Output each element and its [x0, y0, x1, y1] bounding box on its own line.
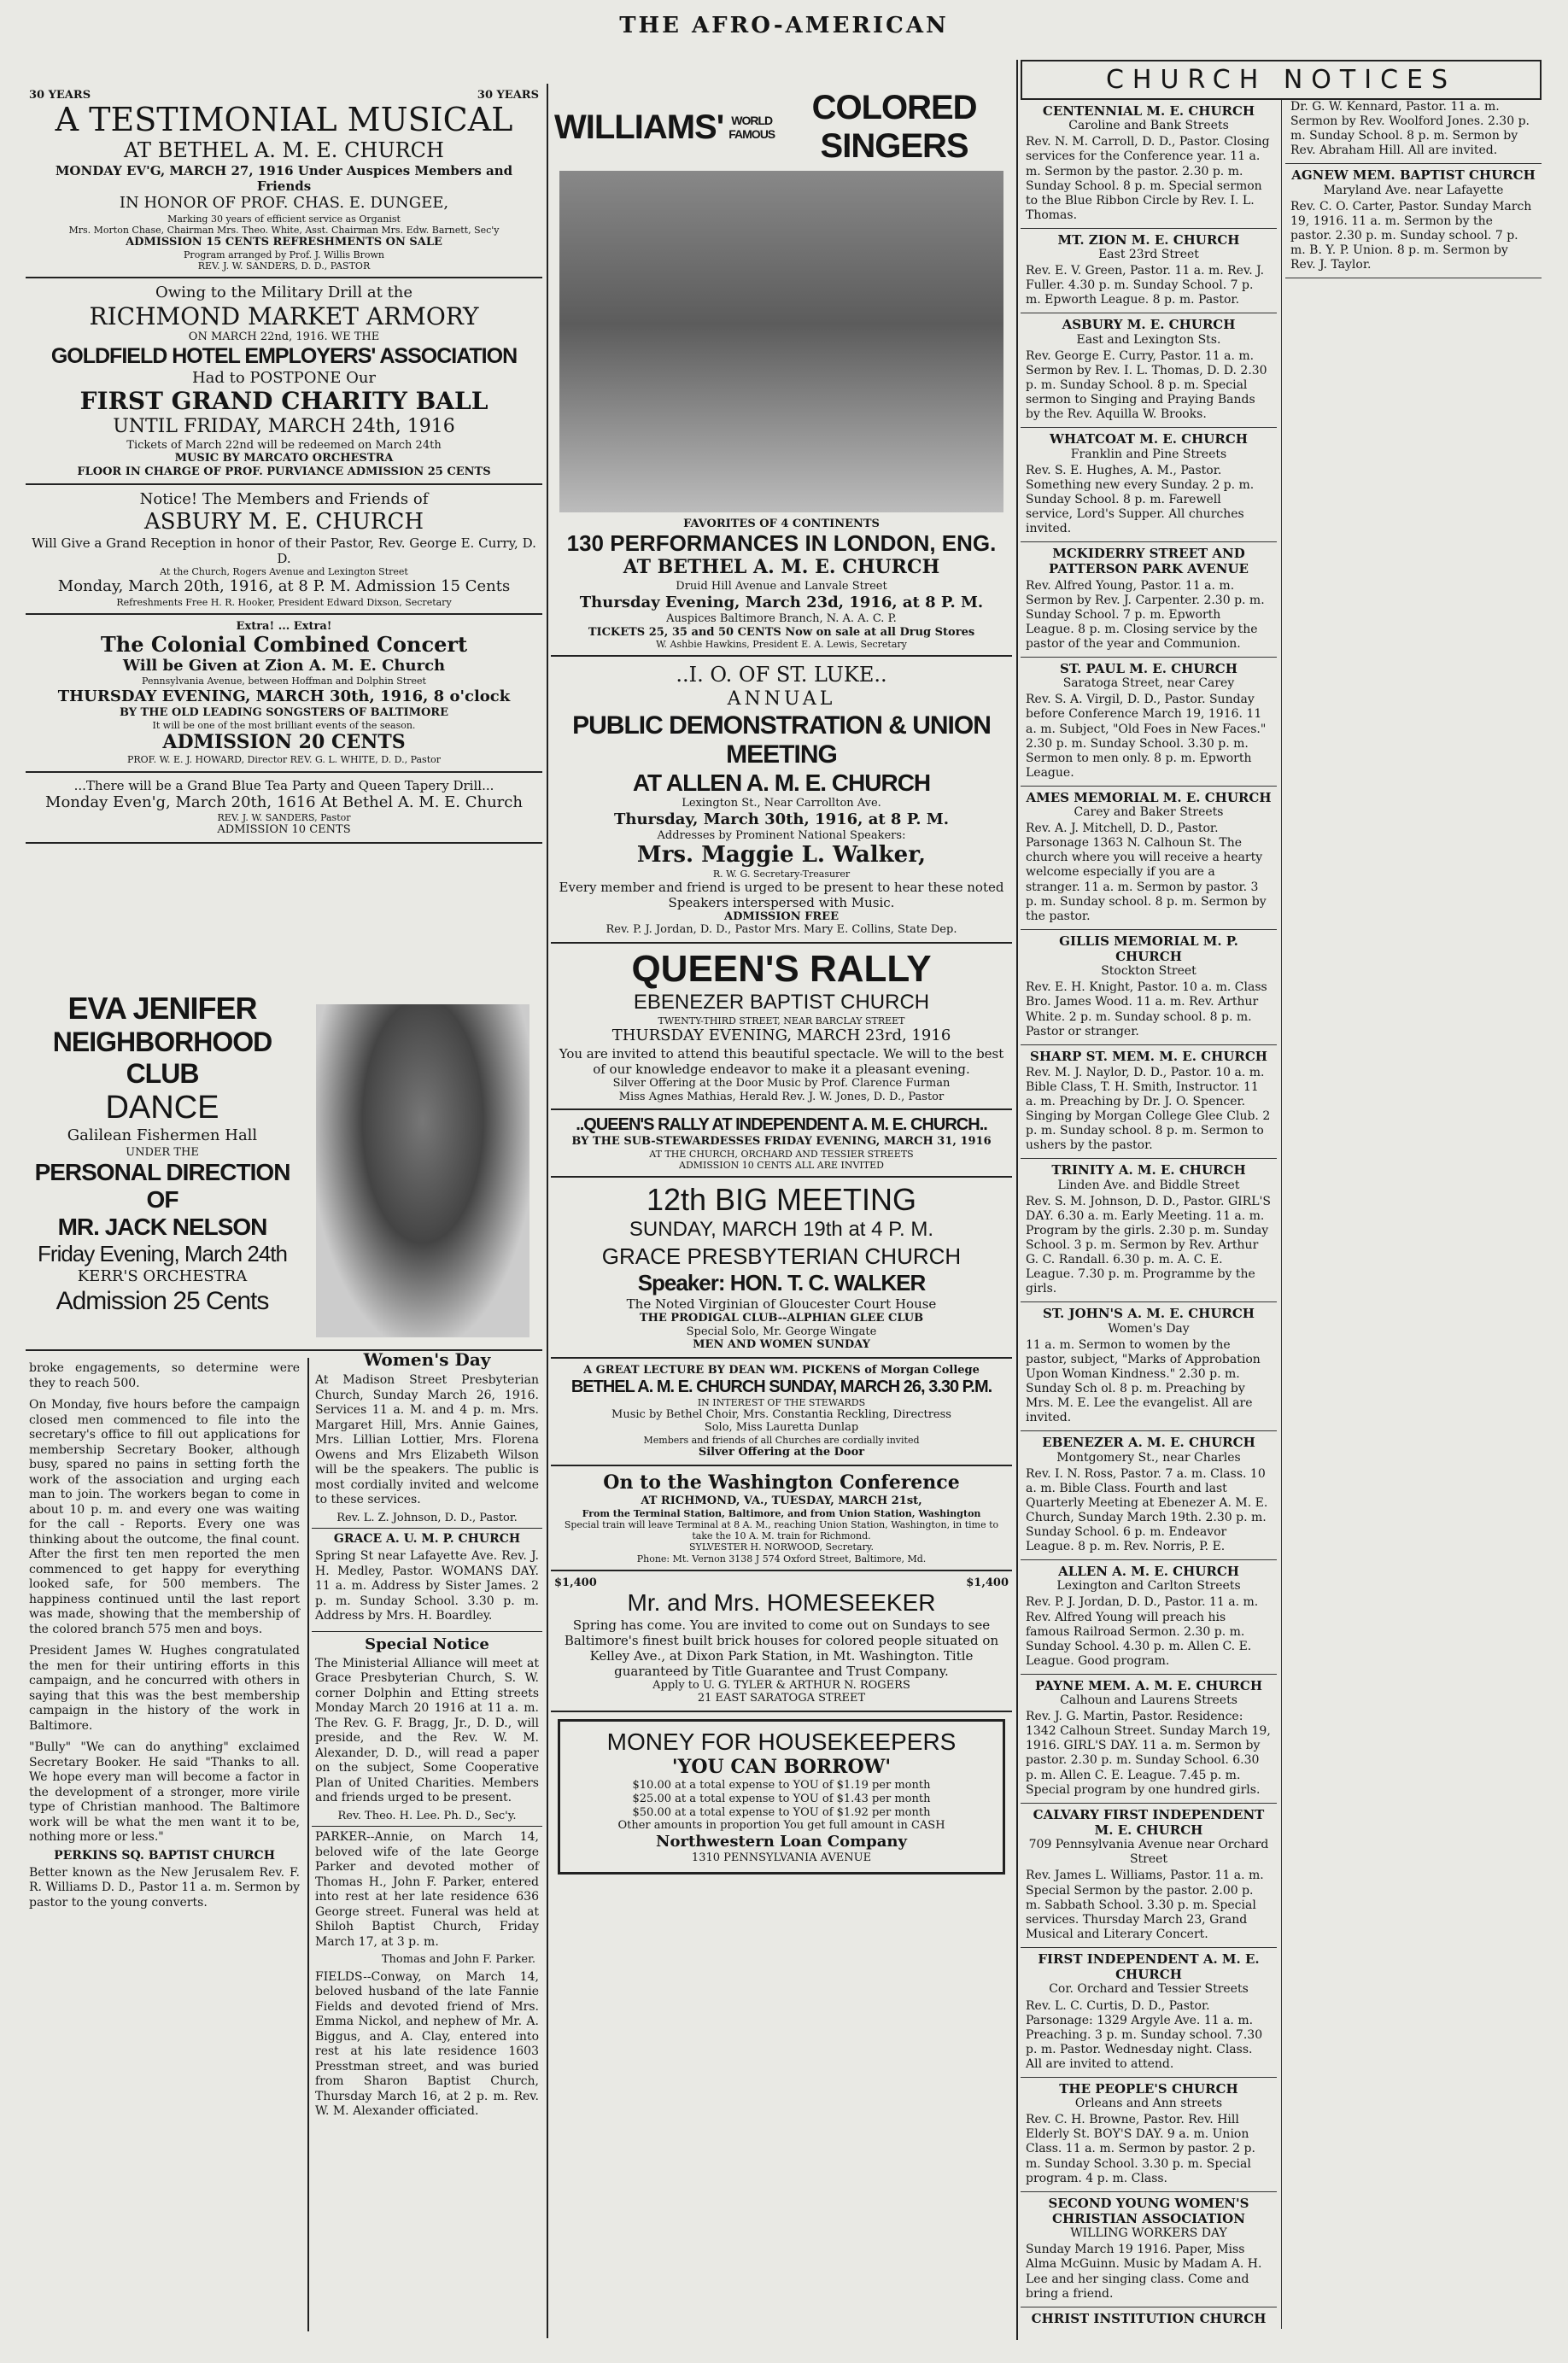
church-notice — [1021, 1804, 1277, 1948]
church-notices-header: CHURCH NOTICES — [1021, 60, 1542, 100]
church-schedule: Rev. L. C. Curtis, D. D., Pastor. Parsonage: 1329 Argyle Ave. 11 a. m. Preaching. 3 p. m. Sunday school. 7.30 p. m. Pastor. Wednesday night. Class. All are invited to attend. — [1026, 1998, 1263, 2071]
church-schedule: Dr. G. W. Kennard, Pastor. 11 a. m. Sermon by Rev. Woolford Jones. 2.30 p. m. Sunday School. 8 p. m. Sermon by Rev. Abraham Hill. All are invited. — [1290, 100, 1530, 158]
church-notice — [1021, 787, 1277, 930]
church-name: PAYNE MEM. A. M. E. CHURCH — [1034, 1677, 1262, 1693]
church-notice — [1021, 658, 1277, 787]
church-schedule: Rev. P. J. Jordan, D. D., Pastor. 11 a. m. Rev. Alfred Young will preach his famous Railroad Sermon. 2.30 p. m. Sunday School. 4.30 p. m. Allen C. E. League. Good program. — [1026, 1595, 1259, 1668]
portrait-photo — [316, 1004, 529, 1337]
tea-party-ad: ...There will be a Grand Blue Tea Party and Queen Tapery Drill... Monday Even'g, March 20th, 1616 At Bethel A. M. E. Church REV. J. W. SANDERS, Pastor ADMISSION 10 CENTS — [26, 773, 542, 844]
church-name: SECOND YOUNG WOMEN'S CHRISTIAN ASSOCIATION — [1048, 2195, 1249, 2226]
church-notice — [1021, 2192, 1277, 2307]
church-name: AGNEW MEM. BAPTIST CHURCH — [1291, 167, 1536, 184]
church-schedule: Rev. E. V. Green, Pastor. 11 a. m. Rev. J. Fuller. 4.30 p. m. Sunday School. 7 p. m. Epworth League. 8 p. m. Pastor. — [1026, 264, 1265, 307]
notices-column: Women's Day At Madison Street Presbyterian Church, Sunday March 26, 1916. Services 11 a. M. and 4 p. m. Mrs. Margaret Hill, Mrs. Annie Gaines, Mrs. Lillian Lottier, Mrs. Florena Owens and Mrs Elizabeth Wilson will be the speakers. The public is most cordially invited and welcome to these services. Rev. L. Z. Johnson, D. D., Pastor. GRACE A. U. M. P. CHURCH Spring St near Lafayette Ave. Rev. J. H. Medley, Pastor. WOMANS DAY. 11 a. m. Address by Sister James. 2 p. m. Sunday School. 3.30 p. m. Address by Mrs. H. Boardley. Special Notice The Ministerial Alliance will meet at Grace Presbyterian Church, S. W. corner Dolphin and Etting streets Monday March 20 1916 at 11 a. m. The Rev. G. F. Bragg, Jr., D. D., will preside, and the Rev. W. M. Alexander, D. D., will read a paper on the subject, Some Cooperative Plan of United Charities. Members and friends urged to be present. Rev. Theo. H. Lee. Ph. D., Sec'y. PARKER--Annie, on March 14, beloved wife of the late George Parker and devoted mother of Thomas H., John F. Parker, entered into rest at her late residence 636 George street. Funeral was held at Shiloh Baptist Church, Friday March 17, at 3 p. m. Thomas and John F. Parker. FIELDS--Conway, on March 14, beloved husband of the late Fannie Fields and devoted friend of Mrs. Emma Nickol, and nephew of Mr. A. Biggus, and A. Clay, entered into rest at his late residence 1603 Presstman street, and was buried from Sharon Baptist Church, Thursday March 16, at 2 p. m. Rev. W. M. Alexander officiated. — [312, 1349, 542, 2331]
asbury-reception-ad: Notice! The Members and Friends of ASBURY M. E. CHURCH Will Give a Grand Reception in honor of their Pastor, Rev. George E. Curry, D. D. At the Church, Rogers Avenue and Lexington Street Monday, March 20th, 1916, at 8 P. M. Admission 15 Cents Refreshments Free H. R. Hooker, President Edward Dixson, Secretary — [26, 485, 542, 614]
church-name: GILLIS MEMORIAL M. P. CHURCH — [1059, 933, 1238, 965]
church-name: CENTENNIAL M. E. CHURCH — [1042, 103, 1255, 119]
church-schedule: Rev. E. H. Knight, Pastor. 10 a. m. Class Bro. James Wood. 11 a. m. Rev. Arthur White. 2 p. m. Sunday school. 8 p. m. Pastor or stranger. — [1026, 980, 1267, 1038]
church-address: Caroline and Bank Streets — [1068, 119, 1229, 133]
church-name: ALLEN A. M. E. CHURCH — [1058, 1564, 1239, 1580]
church-name: CALVARY FIRST INDEPENDENT M. E. CHURCH — [1033, 1806, 1265, 1838]
church-schedule: Rev. I. N. Ross, Pastor. 7 a. m. Class. 10 a. m. Bible Class. Fourth and last Quarterly Meeting at Ebenezer A. M. E. Church, Sunday March 19th. 2.30 p. m. Sunday School. 6 p. m. Endeavor League. 8 p. m. Rev. Norris, P. E. — [1026, 1466, 1268, 1554]
loan-ad: MONEY FOR HOUSEKEEPERS 'YOU CAN BORROW' $10.00 at a total expense to YOU of $1.19 per month $25.00 at a total expense to YOU of $1.43 per month $50.00 at a total expense to YOU of $1.92 per month Other amounts in proportion You get full amount in CASH Northwestern Loan Company 1310 PENNSYLVANIA AVENUE — [558, 1719, 1005, 1875]
church-address: Linden Ave. and Biddle Street — [1057, 1178, 1240, 1192]
church-name: ASBURY M. E. CHURCH — [1062, 317, 1236, 333]
middle-column — [551, 84, 1012, 2338]
colonial-concert-ad: Extra! ... Extra! The Colonial Combined Concert Will be Given at Zion A. M. E. Church Pennsylvania Avenue, between Hoffman and Dolphin Street THURSDAY EVENING, MARCH 30th, 1916, 8 o'clock BY THE OLD LEADING SONGSTERS OF BALTIMORE It will be one of the most brilliant events of the season. ADMISSION 20 CENTS PROF. W. E. J. HOWARD, Director REV. G. L. WHITE, D. D., Pastor — [26, 615, 542, 773]
church-notices — [1021, 60, 1542, 2340]
church-address: Carey and Baker Streets — [1074, 805, 1224, 820]
dance-ad: EVA JENIFER NEIGHBORHOOD CLUB DANCE Galilean Fishermen Hall UNDER THE PERSONAL DIRECTION OF MR. JACK NELSON Friday Evening, March 24th KERR'S ORCHESTRA Admission 25 Cents — [26, 991, 542, 1351]
church-address: Saratoga Street, near Carey — [1062, 676, 1235, 691]
queens-rally-independent-ad: ..QUEEN'S RALLY AT INDEPENDENT A. M. E. CHURCH.. BY THE SUB-STEWARDESSES FRIDAY EVENING, MARCH 31, 1916 AT THE CHURCH, ORCHARD AND TESSIER STREETS ADMISSION 10 CENTS ALL ARE INVITED — [551, 1110, 1012, 1178]
column-divider — [307, 1358, 309, 2331]
church-name: MT. ZION M. E. CHURCH — [1057, 231, 1240, 248]
church-schedule: Rev. J. G. Martin, Pastor. Residence: 1342 Calhoun Street. Sunday March 19, 1916. GIRL'S DAY. 11 a. m. Sermon by pastor. 2.30 p. m. Sunday School. 6.30 p. m. Allen C. E. League. 7.45 p. m. Special program by one hundred girls. — [1026, 1710, 1271, 1797]
church-name: EBENEZER A. M. E. CHURCH — [1042, 1435, 1255, 1451]
church-schedule: Rev. Alfred Young, Pastor. 11 a. m. Sermon by Rev. J. Carpenter. 2.30 p. m. Sunday School. 7 p. m. Epworth League. 8 p. m. Closing service by the pastor of the year and Communion. — [1026, 578, 1265, 651]
queens-rally-ad: QUEEN'S RALLY EBENEZER BAPTIST CHURCH TWENTY-THIRD STREET, NEAR BARCLAY STREET THURSDAY EVENING, MARCH 23rd, 1916 You are invited to attend this beautiful spectacle. We will to the best of our knowledge endeavor to make it a pleasant evening. Silver Offering at the Door Music by Prof. Clarence Furman Miss Agnes Mathias, Herald Rev. J. W. Jones, D. D., Pastor — [551, 944, 1012, 1110]
church-notice — [1021, 313, 1277, 428]
singers-ad: WILLIAMS' WORLD FAMOUS COLORED SINGERS FAVORITES OF 4 CONTINENTS 130 PERFORMANCES IN LONDON, ENG. AT BETHEL A. M. E. CHURCH Druid Hill Avenue and Lanvale Street Thursday Evening, March 23d, 1916, at 8 P. M. Auspices Baltimore Branch, N. A. A. C. P. TICKETS 25, 35 and 50 CENTS Now on sale at all Drug Stores W. Ashbie Hawkins, President E. A. Lewis, Secretary — [551, 84, 1012, 657]
church-address: Montgomery St., near Charles — [1056, 1450, 1241, 1465]
church-name: TRINITY A. M. E. CHURCH — [1051, 1162, 1246, 1179]
church-address: Women's Day — [1108, 1321, 1190, 1336]
church-address: Franklin and Pine Streets — [1070, 447, 1227, 461]
church-address: Maryland Ave. near Lafayette — [1323, 183, 1504, 197]
singers-group-photo — [559, 171, 1003, 512]
st-luke-ad: ..I. O. OF ST. LUKE.. ANNUAL PUBLIC DEMONSTRATION & UNION MEETING AT ALLEN A. M. E. CHURCH Lexington St., Near Carrollton Ave. Thursday, March 30th, 1916, at 8 P. M. Addresses by Prominent National Speakers: Mrs. Maggie L. Walker, R. W. G. Secretary-Treasurer Every member and friend is urged to be present to hear these noted Speakers interspersed with Music. ADMISSION FREE Rev. P. J. Jordan, D. D., Pastor Mrs. Mary E. Collins, State Dep. — [551, 657, 1012, 943]
column-divider — [1016, 60, 1018, 2340]
article-column: broke engagements, so determine were they to reach 500. On Monday, five hours before the campaign closed men commenced to file into the secretary's office to fill out applications for membership Secretary Booker, although busy, spared no pains in setting forth the work of the association and urging each man to join. The workers began to come in about 10 p. m. and every one was waiting for the call - Reports. Every one was thinking about the outcome, the final count. After the first ten men reported the men commenced to get happy for everything looked safe, for 500 members. The happiness continued until the last report was made, showing that the membership of the colored branch 575 men and boys. President James W. Hughes congratulated the men for their untiring efforts in this campaign, and he concurred with others in saying that this was the best membership campaign in the history of the work in Baltimore. "Bully" "We can do anything" exclaimed Secretary Booker. He said "Thanks to all. We hope every man will become a factor in the development of a stronger, more virile type of Christian manhood. The Baltimore work will be what the men want it to be, nothing more or less." PERKINS SQ. BAPTIST CHURCH Better known as the New Jerusalem Rev. F. R. Williams D. D., Pastor 11 a. m. Sermon by pastor to the young converts. — [29, 1361, 300, 1910]
church-notice — [1021, 1560, 1277, 1675]
church-name: ST. PAUL M. E. CHURCH — [1060, 660, 1237, 676]
church-address: Lexington and Carlton Streets — [1056, 1579, 1241, 1594]
church-notice — [1021, 1675, 1277, 1804]
church-schedule: Rev. James L. Williams, Pastor. 11 a. m. Special Sermon by the pastor. 2.00 p. m. Sabbath School. 3.30 p. m. Special services. Thursday March 23, Grand Musical and Literary Concert. — [1026, 1869, 1264, 1941]
column-divider — [547, 84, 548, 2338]
church-notice — [1021, 1431, 1277, 1560]
church-notice — [1021, 930, 1277, 1045]
church-schedule: Rev. S. M. Johnson, D. D., Pastor. GIRL'S DAY. 6.30 a. m. Early Meeting. 11 a. m. Program by the girls. 2.30 p. m. Sunday School. 3 p. m. Sermon by Rev. Arthur G. C. Randall. 6.30 p. m. A. C. E. League. 7.30 p. m. Programme by the girls. — [1026, 1194, 1271, 1296]
testimonial-ad: 30 YEARS 30 YEARS A TESTIMONIAL MUSICAL AT BETHEL A. M. E. CHURCH MONDAY EV'G, MARCH 27, 1916 Under Auspices Members and Friends IN HONOR OF PROF. CHAS. E. DUNGEE, Marking 30 years of efficient service as Organist Mrs. Morton Chase, Chairman Mrs. Theo. White, Asst. Chairman Mrs. Edw. Barnett, Sec'y ADMISSION 15 CENTS REFRESHMENTS ON SALE Program arranged by Prof. J. Willis Brown REV. J. W. SANDERS, D. D., PASTOR — [26, 84, 542, 278]
church-name: ST. JOHN'S A. M. E. CHURCH — [1043, 1306, 1255, 1322]
church-notice — [1021, 428, 1277, 542]
church-notice — [1021, 229, 1277, 314]
church-name: MCKIDERRY STREET AND PATTERSON PARK AVENUE — [1049, 545, 1249, 577]
church-schedule: Rev. A. J. Mitchell, D. D., Pastor. Parsonage 1363 N. Calhoun St. The church where you will receive a hearty welcome especially if you are a stranger. 11 a. m. Sermon by pastor. 3 p. m. Sunday school. 8 p. m. Sermon by the pastor. — [1026, 822, 1267, 923]
church-name: CHRIST INSTITUTION CHURCH — [1031, 2310, 1267, 2326]
church-schedule: Sunday March 19 1916. Paper, Miss Alma McGuinn. Music by Madam A. H. Lee and her singing class. Come and bring a friend. — [1026, 2243, 1262, 2301]
church-address: WILLING WORKERS DAY — [1070, 2226, 1227, 2241]
church-notice — [1021, 2078, 1277, 2192]
church-notice — [1021, 542, 1277, 658]
church-name: FIRST INDEPENDENT A. M. E. CHURCH — [1038, 1951, 1260, 1983]
church-schedule: Rev. S. E. Hughes, A. M., Pastor. Something new every Sunday. 2 p. m. Sunday School. 8 p. m. Farewell service, Lord's Supper. All churches invited. — [1026, 463, 1255, 535]
church-schedule: Rev. N. M. Carroll, D. D., Pastor. Closing services for the Conference year. 11 a. m. Sermon by the pastor. 2.30 p. m. Sunday School. 8 p. m. Special sermon to the Blue Ribbon Circle by Rev. I. L. Thomas. — [1026, 135, 1270, 222]
church-name: THE PEOPLE'S CHURCH — [1059, 2080, 1238, 2097]
church-schedule: Rev. George E. Curry, Pastor. 11 a. m. Sermon by Rev. I. L. Thomas, D. D. 2.30 p. m. Sunday School. 8 p. m. Special sermon to Singing and Praying Bands by the Rev. Aquilla W. Brooks. — [1026, 348, 1267, 422]
church-address: 709 Pennsylvania Avenue near Orchard Street — [1028, 1838, 1269, 1867]
church-schedule: Rev. C. H. Browne, Pastor. Rev. Hill Elderly St. BOY'S DAY. 9 a. m. Union Class. 11 a. m. Sermon by pastor. 2 p. m. Sunday School. 3.30 p. m. Special program. 4 p. m. Class. — [1026, 2113, 1255, 2185]
church-address: Orleans and Ann streets — [1074, 2097, 1223, 2111]
charity-ball-ad: Owing to the Military Drill at the RICHMOND MARKET ARMORY ON MARCH 22nd, 1916. WE THE GOLDFIELD HOTEL EMPLOYERS' ASSOCIATION Had to POSTPONE Our FIRST GRAND CHARITY BALL UNTIL FRIDAY, MARCH 24th, 1916 Tickets of March 22nd will be redeemed on March 24th MUSIC BY MARCATO ORCHESTRA FLOOR IN CHARGE OF PROF. PURVIANCE ADMISSION 25 CENTS — [26, 278, 542, 485]
church-notice — [1021, 1045, 1277, 1160]
church-address: Cor. Orchard and Tessier Streets — [1049, 1982, 1249, 1997]
church-name: SHARP ST. MEM. M. E. CHURCH — [1030, 1048, 1267, 1064]
church-schedule: Rev. M. J. Naylor, D. D., Pastor. 10 a. m. Bible Class, T. H. Smith, Instructor. 11 a. m. Preaching by Dr. J. O. Spencer. Singing by Morgan College Glee Club. 2 p. m. Sunday school. 8 p. m. Sermon to ushers by the pastor. — [1026, 1066, 1271, 1153]
church-name: AMES MEMORIAL M. E. CHURCH — [1026, 789, 1272, 805]
church-notice — [1021, 1302, 1277, 1431]
conference-ad: On to the Washington Conference AT RICHMOND, VA., TUESDAY, MARCH 21st, From the Terminal Station, Baltimore, and from Union Station, Washington Special train will leave Terminal at 8 A. M., reaching Union Station, Washington, in time to take the 10 A. M. train for Richmond. SYLVESTER H. NORWOOD, Secretary. Phone: Mt. Vernon 3138 J 574 Oxford Street, Baltimore, Md. — [551, 1466, 1012, 1571]
church-schedule: Rev. C. O. Carter, Pastor. Sunday March 19, 1916. 11 a. m. Sermon by the pastor. 2.30 p. m. Sunday school. 7 p. m. B. Y. P. Union. 8 p. m. Sermon by Rev. J. Taylor. — [1290, 199, 1532, 272]
masthead: THE AFRO-AMERICAN — [619, 13, 949, 38]
homeseeker-ad: $1,400 $1,400 Mr. and Mrs. HOMESEEKER Spring has come. You are invited to come out on Sundays to see Baltimore's finest built brick houses for colored people situated on Kelley Ave., at Dixon Park Station, in Mt. Washington. Title guaranteed by Title Guarantee and Trust Company. Apply to U. G. TYLER & ARTHUR N. ROGERS 21 EAST SARATOGA STREET — [551, 1571, 1012, 1712]
church-schedule: Rev. S. A. Virgil, D. D., Pastor. Sunday before Conference March 19, 1916. 11 a. m. Subject, "Old Foes in New Faces." 2.30 p. m. Sunday School. 3.30 p. m. Sermon to men only. 8 p. m. Epworth League. — [1026, 693, 1267, 780]
church-notice — [1021, 100, 1277, 229]
church-address: Calhoun and Laurens Streets — [1060, 1693, 1237, 1708]
lecture-ad: A GREAT LECTURE BY DEAN WM. PICKENS of Morgan College BETHEL A. M. E. CHURCH SUNDAY, MARCH 26, 3.30 P.M. IN INTEREST OF THE STEWARDS Music by Bethel Choir, Mrs. Constantia Reckling, Directress Solo, Miss Lauretta Dunlap Members and friends of all Churches are cordially invited Silver Offering at the Door — [551, 1359, 1012, 1466]
church-name: WHATCOAT M. E. CHURCH — [1050, 431, 1248, 447]
church-notice — [1285, 164, 1542, 278]
church-schedule: 11 a. m. Sermon to women by the pastor, subject, "Marks of Approbation Upon Woman Kindness." 2.30 p. m. Sunday Sch ol. 8 p. m. Preaching by Mrs. M. E. Lee the evangelist. All are invited. — [1026, 1337, 1261, 1425]
church-notice — [1021, 1948, 1277, 2078]
church-address: Stockton Street — [1101, 964, 1196, 979]
big-meeting-ad: 12th BIG MEETING SUNDAY, MARCH 19th at 4 P. M. GRACE PRESBYTERIAN CHURCH Speaker: HON. T. C. WALKER The Noted Virginian of Gloucester Court House THE PRODIGAL CLUB--ALPHIAN GLEE CLUB Special Solo, Mr. George Wingate MEN AND WOMEN SUNDAY — [551, 1178, 1012, 1359]
church-notice — [1021, 1159, 1277, 1302]
church-address: East 23rd Street — [1098, 248, 1199, 262]
church-address: East and Lexington Sts. — [1076, 332, 1221, 347]
